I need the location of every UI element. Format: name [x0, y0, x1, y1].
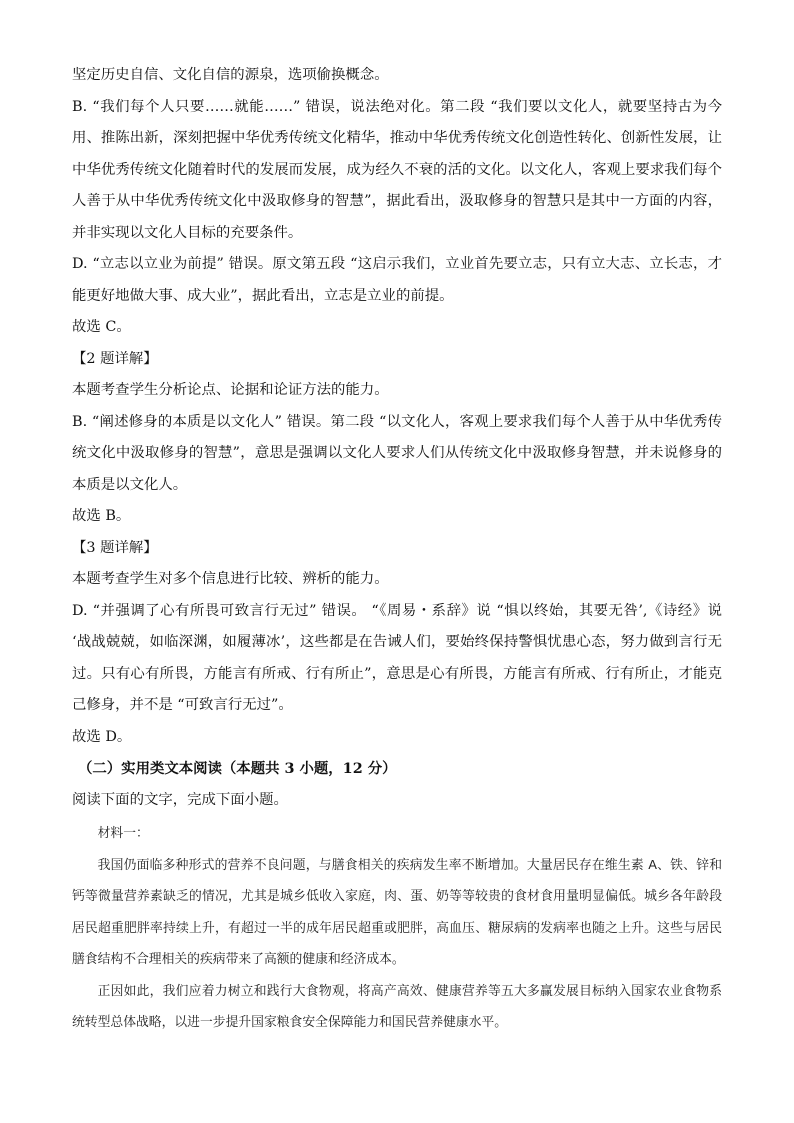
- section-title: （二）实用类文本阅读（本题共 3 小题，12 分）: [78, 760, 397, 777]
- answer-paragraph: D. “并强调了心有所畏可致言行无过” 错误。 “《周易・系辞》说 “惧以终始，其要无咎’,《诗经》说 ‘战战兢兢，如临深渊，如履薄冰’，这些都是在告诫人们，要始终保持警惧忧患心态，努力做到言行无过。只有心有所畏，方能言有所戒、行有所止”，意思是心有所畏，方能言有所戒、行有所止，才能克己修身，并不是 “可致言行无过”。: [72, 602, 722, 713]
- answer-choice: 故选 D。: [72, 728, 132, 745]
- answer-paragraph: 坚定历史自信、文化自信的源泉，选项偷换概念。: [72, 67, 389, 83]
- material-label: 材料一：: [97, 826, 149, 841]
- answer-paragraph: D. “立志以立业为前提” 错误。原文第五段 “这启示我们，立业首先要立志，只有立大志、立长志，才能更好地做大事、成大业”，据此看出，立志是立业的前提。: [72, 256, 722, 304]
- answer-paragraph: B. “我们每个人只要……就能……” 错误，说法绝对化。第二段 “我们要以文化人，就要坚持古为今用、推陈出新，深刻把握中华优秀传统文化精华，推动中华优秀传统文化创造性转化、创新性发展，让中华优秀传统文化随着时代的发展而发展，成为经久不衰的活的文化。以文化人，客观上要求我们每个人善于从中华优秀传统文化中汲取修身的智慧”，据此看出，汲取修身的智慧只是其中一方面的内容，并非实现以文化人目标的充要条件。: [72, 98, 722, 241]
- document-page: [72, 60, 722, 1039]
- answer-paragraph: B. “阐述修身的本质是以文化人” 错误。第二段 “以文化人，客观上要求我们每个人善于从中华优秀传统文化中汲取修身的智慧”，意思是强调以文化人要求人们从传统文化中汲取修身智慧，并未说修身的本质是以文化人。: [72, 413, 722, 493]
- material-paragraph: 我国仍面临多种形式的营养不良问题，与膳食相关的疾病发生率不断增加。大量居民存在维生素 A、铁、锌和钙等微量营养素缺乏的情况，尤其是城乡低收入家庭，肉、蛋、奶等等较贵的食材食用量明显偏低。城乡各年龄段居民超重肥胖率持续上升，有超过一半的成年居民超重或肥胖，高血压、糖尿病的发病率也随之上升。这些与居民膳食结构不合理相关的疾病带来了高额的健康和经济成本。: [72, 857, 722, 967]
- answer-choice: 故选 B。: [72, 508, 131, 524]
- question-heading: 【2 题详解】: [72, 350, 158, 367]
- answer-paragraph: 本题考查学生分析论点、论据和论证方法的能力。: [72, 382, 389, 398]
- answer-paragraph: 本题考查学生对多个信息进行比较、辨析的能力。: [72, 571, 389, 587]
- answer-choice: 故选 C。: [72, 319, 131, 335]
- instruction-text: 阅读下面的文字，完成下面小题。: [72, 791, 288, 808]
- material-paragraph: 正因如此，我们应着力树立和践行大食物观，将高产高效、健康营养等五大多赢发展目标纳入国家农业食物系统转型总体战略，以进一步提升国家粮食安全保障能力和国民营养健康水平。: [72, 983, 722, 1030]
- question-heading: 【3 题详解】: [72, 539, 158, 556]
